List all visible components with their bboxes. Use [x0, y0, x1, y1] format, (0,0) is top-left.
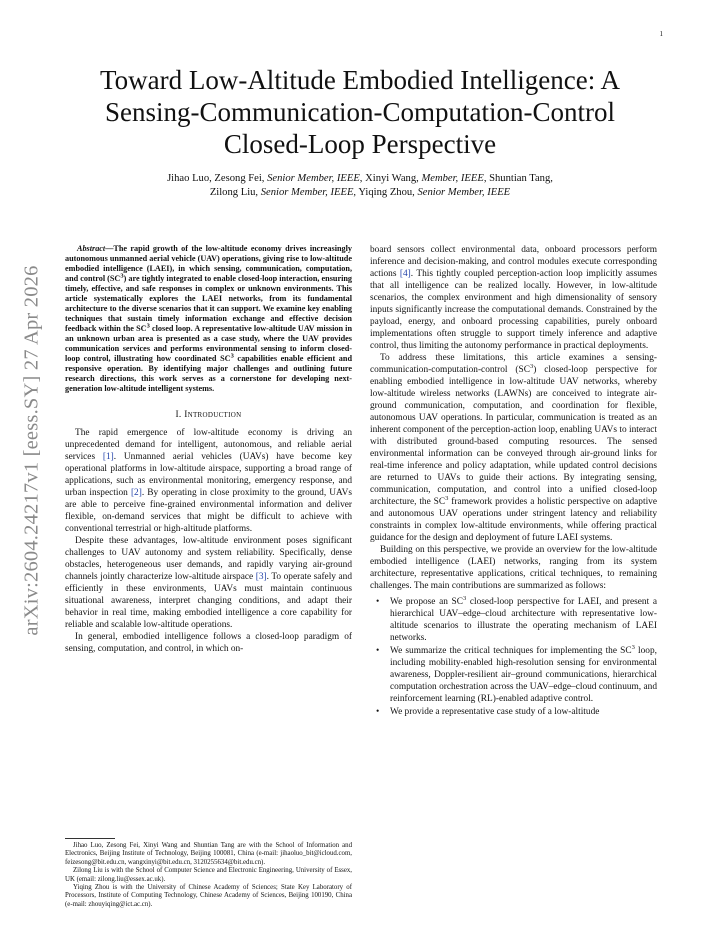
author-names: , Xinyi Wang, — [359, 173, 419, 184]
superscript: 3 — [120, 272, 124, 280]
contributions-list — [370, 596, 657, 718]
bullet-icon: • — [376, 597, 380, 607]
paragraph: Building on this perspective, we provide an overview for the low-altitude embodied intelligence (LAEI) networks, ranging from its system architecture, representative applications, critical techniques, to remaining challenges. The main contributions are summarized as follows: — [370, 545, 657, 591]
author-list — [80, 172, 640, 200]
paragraph-text: framework provides a holistic perspective on adaptive and autonomous UAV operations under stringent latency and reliability constraints in complex low-altitude environments, while offering practical guidance for the design and deployment of future LAEI systems. — [370, 497, 657, 543]
paragraph-text: ) closed-loop perspective for enabling embodied intelligence in low-altitude UAV networks, whereby low-altitude wireless networks (LAWNs) are conceived to integrate air-ground communication, computation, and coordination for flexible, autonomous UAV operations. In particular, communication is treated as an inherent component of the perception-action loop, enabling UAVs to interact with distributed ground-based computing resources. The sensed environmental information can be conveyed through air-ground links for real-time inference and policy adaptation, while updated control decisions are returned to UAVs to guide their actions. By integrating sensing, communication, computation, and control into a unified closed-loop architecture, the SC — [370, 365, 657, 507]
author-membership: Senior Member, IEEE — [260, 187, 354, 198]
section-heading-introduction: I. Introduction — [175, 410, 242, 420]
superscript: 3 — [462, 594, 467, 602]
abstract-text: —The rapid growth of the low-altitude economy drives increasingly autonomous unmanned aerial vehicle (UAV) operations, giving rise to low-altitude embodied intelligence (LAEI), in which sensing, communication, computation, and control (SC — [65, 244, 352, 283]
author-names: , Yiqing Zhou, — [353, 187, 415, 198]
list-item-text: We propose an SC — [390, 597, 463, 607]
citation-link[interactable]: [1] — [102, 452, 114, 462]
paper-title: Toward Low-Altitude Embodied Intelligence: A Sensing-Communication-Computation-Control Closed-Loop Perspective — [100, 65, 620, 159]
author-names: Jihao Luo, Zesong Fei, — [167, 173, 265, 184]
paragraph — [65, 535, 352, 631]
footnote: Jihao Luo, Zesong Fei, Xinyi Wang and Shuntian Tang are with the School of Information and Electronics, Beijing Institute of Technology, Beijing 100081, China (e-mail: jihaoluo_bit@icloud.com, feizesong@bit.edu.cn, wangxinyi@bit.edu.cn, 3120255634@bit.edu.cn). — [65, 842, 352, 866]
right-column — [370, 244, 657, 719]
paragraph-text: . This tightly coupled perception-action loop implicitly assumes that all intelligence can be realized locally. However, in low-altitude scenarios, the complex environment and high dimensionality of sensory inputs significantly increase the computational demands. Constrained by the payload, energy, and onboard processing capabilities, purely onboard implementations often struggle to support timely inference and adaptive control, thus limiting the autonomy performance in practical deployments. — [370, 269, 657, 351]
paragraph-text: . To operate safely and efficiently in these environments, UAVs must maintain continuous situational awareness, interpret changing conditions, and adapt their behavior in real time, making embodied intelligence a core capability for reliable and scalable low-altitude operations. — [65, 572, 353, 630]
left-column — [65, 244, 352, 655]
bullet-icon: • — [376, 707, 380, 717]
paragraph-text: The rapid emergence of low-altitude economy is driving an unprecedented demand for intelligent, autonomous, and reliable aerial services — [65, 428, 352, 462]
citation-link[interactable]: [4] — [399, 269, 411, 279]
paragraph — [370, 244, 657, 352]
footnote: Zilong Liu is with the School of Computer Science and Electronic Engineering, University of Essex, UK (email: zilong.liu@essex.ac.uk). — [65, 867, 352, 883]
list-item-text: We provide a representative case study of a low-altitude — [390, 707, 600, 717]
superscript: 3 — [445, 494, 449, 502]
list-item — [370, 596, 657, 644]
author-membership: Senior Member, IEEE — [267, 173, 360, 184]
author-names: , Shuntian Tang, — [483, 173, 553, 184]
paragraph — [370, 352, 657, 544]
paragraph-text: board sensors collect environmental data, onboard processors perform inference and decision-making, and control modules execute corresponding actions — [370, 245, 657, 279]
citation-link[interactable]: [3] — [255, 572, 267, 582]
author-membership: Senior Member, IEEE — [417, 187, 511, 198]
footnote-rule — [65, 838, 115, 839]
footnotes — [65, 842, 352, 909]
page-number: 1 — [659, 30, 663, 38]
list-item — [370, 645, 657, 705]
paragraph-text: Despite these advantages, low-altitude environment poses significant challenges to UAV autonomy and system reliability. Specifically, dense obstacles, heterogeneous user demands, and rapidly varying air-ground channels jointly characterize low-altitude airspace — [65, 536, 352, 582]
abstract-text: capabilities enable efficient and responsive operation. By identifying major challenges and outlining future research directions, this work serves as a cornerstone for developing next-generation low-altitude intelligent systems. — [65, 354, 352, 393]
bullet-icon: • — [376, 646, 380, 656]
list-item-text: closed-loop perspective for LAEI, and present a hierarchical UAV–edge–cloud architecture with representative low-altitude scenarios to illustrate the operating mechanism of LAEI networks. — [390, 597, 657, 643]
paragraph: In general, embodied intelligence follows a closed-loop paradigm of sensing, computation, and control, in which on- — [65, 632, 352, 654]
superscript: 3 — [631, 643, 635, 651]
paragraph-text: . By operating in close proximity to the ground, UAVs are able to perceive fine-grained environmental information and deliver flexible, on-demand services that might be difficult to achieve with conventional terrestrial or high-altitude platforms. — [65, 488, 352, 534]
author-membership: Member, IEEE — [421, 173, 484, 184]
arxiv-stamp — [21, 250, 43, 650]
list-item — [370, 706, 657, 718]
superscript: 3 — [146, 322, 150, 330]
list-item-text: loop, including mobility-enabled high-resolution sensing for environmental awareness, Doppler-resilient air–ground communications, hierarchical computation orchestration across the UAV–edge–cloud continuum, and reinforcement learning (RL)-enabled adaptive control. — [390, 646, 657, 704]
paragraph-text: To address these limitations, this article examines a sensing-communication-computation-control (SC — [370, 353, 657, 375]
abstract-heading: Abstract — [77, 244, 106, 253]
citation-link[interactable]: [2] — [130, 488, 142, 498]
arxiv-identifier: arXiv:2604.24217v1 [eess.SY] 27 Apr 2026 — [20, 264, 43, 636]
paragraph — [65, 427, 352, 535]
author-names: Zilong Liu, — [209, 187, 259, 198]
superscript: 3 — [230, 352, 234, 360]
abstract-text: ) are tightly integrated to enable closed-loop interaction, ensuring timely, effective, and safe responses in complex or unknown environments. This article systematically explores the LAEI networks, from its fundamental architecture to the diverse scenarios that it can support. We examine key enabling techniques that sustain timely information exchange and effective decision feedback within the SC — [65, 274, 353, 333]
list-item-text: We summarize the critical techniques for implementing the SC — [390, 646, 632, 656]
paragraph-text: . Unmanned aerial vehicles (UAVs) have become key operational platforms in low-altitude airspace, supporting a broad range of applications, such as environmental monitoring, emergency response, and urban inspection — [65, 452, 352, 498]
abstract-text: closed loop. A representative low-altitude UAV mission in an unknown urban area is presented as a case study, where the UAV provides communication services and performs environmental sensing to inform closed-loop control, illustrating how coordinated SC — [65, 324, 353, 363]
superscript: 3 — [529, 362, 534, 370]
abstract — [65, 244, 352, 394]
footnote: Yiqing Zhou is with the University of Chinese Academy of Sciences; State Key Laboratory of Processors, Institute of Computing Technology, Chinese Academy of Sciences, Beijing 100190, China (e-mail: zhouyiqing@ict.ac.cn). — [65, 884, 352, 908]
